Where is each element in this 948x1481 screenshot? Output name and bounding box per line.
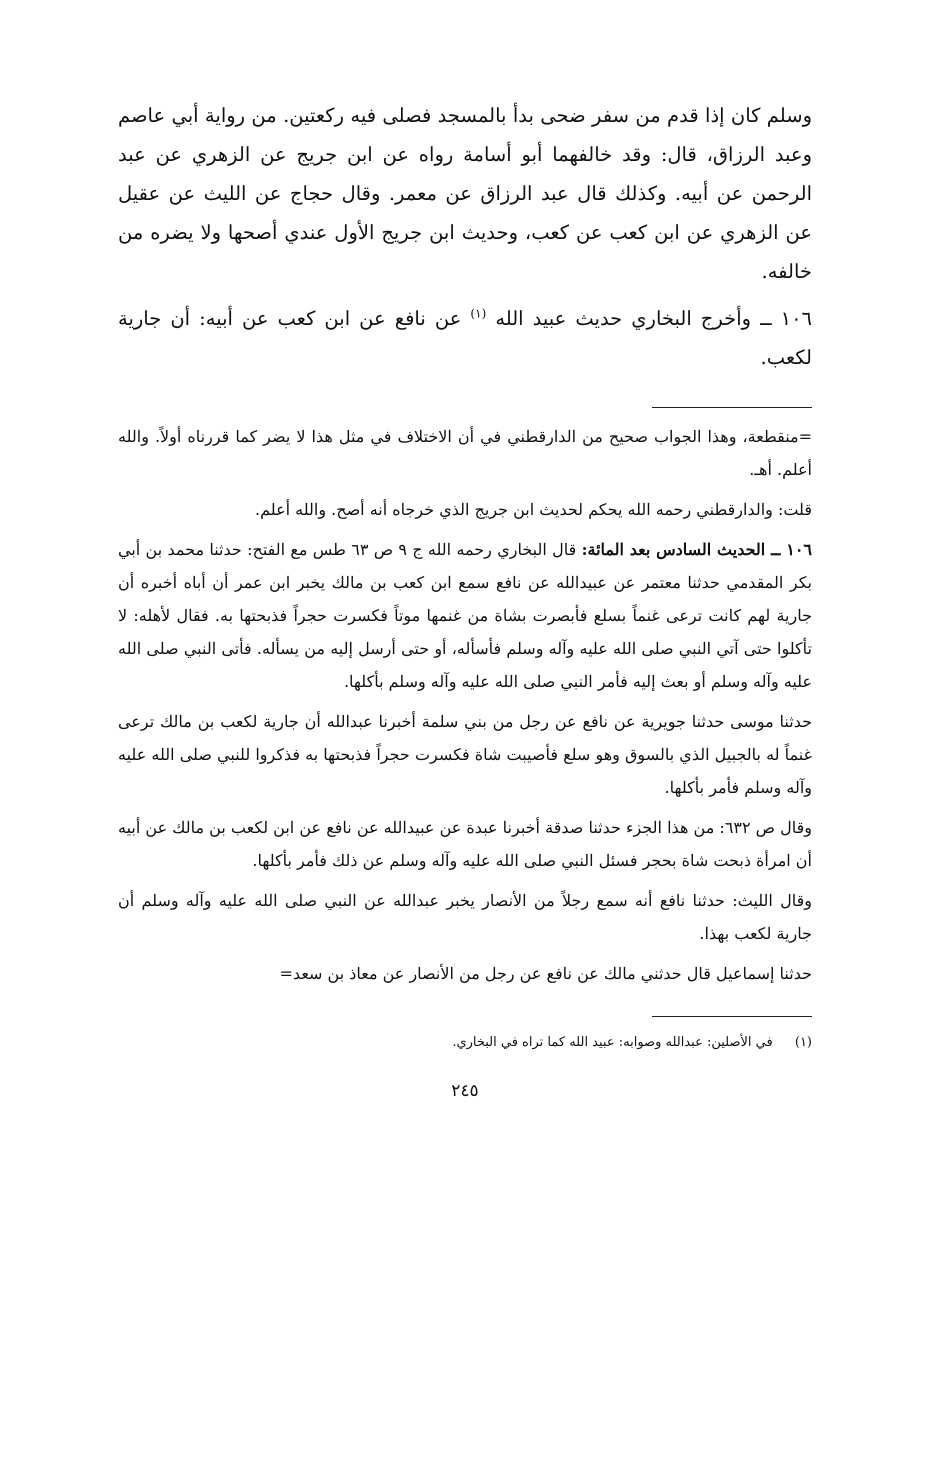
footnote — [118, 1031, 812, 1055]
page-number: ٢٤٥ — [451, 1081, 479, 1101]
commentary-section — [118, 420, 812, 990]
book-page — [118, 96, 812, 1101]
commentary-paragraph: حدثنا موسى حدثنا جويرية عن نافع عن رجل من بني سلمة أخبرنا عبدالله أن جارية لكعب بن مالك ترعى غنماً له بالجبيل الذي بالسوق وهو سلع فأصيبت شاة فكسرت حجراً فذبحتها به فذكروا للنبي صلى الله عليه وآله وسلم فأمر بأكلها. — [118, 712, 813, 797]
commentary-paragraph: وقال ص ٦٣٢: من هذا الجزء حدثنا صدقة أخبرنا عبدة عن عبيدالله عن نافع عن ابن لكعب بن مالك عن أبيه أن امرأة ذبحت شاة بحجر فسئل النبي صلى الله عليه وآله وسلم عن ذلك فأمر بأكلها. — [118, 818, 812, 870]
hadith-text-before-ref: ١٠٦ ــ وأخرج البخاري حديث عبيد الله — [495, 307, 813, 330]
commentary-paragraph: قلت: والدارقطني رحمه الله يحكم لحديث ابن جريج الذي خرجاه أنه أصح. والله أعلم. — [255, 500, 812, 519]
main-paragraph-hadith-106 — [118, 299, 812, 377]
footnote-number: (١) — [794, 1035, 812, 1050]
footnote-text: في الأصلين: عبدالله وصوابه: عبيد الله كما تراه في البخاري. — [452, 1035, 773, 1050]
footnote-divider — [652, 1016, 812, 1017]
main-paragraph: وسلم كان إذا قدم من سفر ضحى بدأ بالمسجد فصلى فيه ركعتين. من رواية أبي عاصم وعبد الرزاق، قال: وقد خالفهما أبو أسامة رواه عن ابن جريج عن الزهري عن عبد الرحمن عن أبيه. وكذلك قال عبد الرزاق عن معمر. وقال حجاج عن الليث عن عقيل عن الزهري عن ابن كعب عن كعب، وحديث ابن جريج الأول عندي أصحها ولا يضره من خالفه. — [118, 104, 812, 283]
hadith-text-after-ref: عن نافع عن ابن كعب عن أبيه: أن جارية لكعب. — [118, 307, 812, 369]
commentary-paragraph-hadith — [118, 533, 812, 698]
commentary-paragraph: وقال الليث: حدثنا نافع أنه سمع رجلاً من الأنصار يخبر عبدالله عن النبي صلى الله عليه وآله وسلم أن جارية لكعب بهذا. — [118, 891, 812, 943]
main-text — [118, 96, 812, 377]
hadith-body: قال البخاري رحمه الله ج ٩ ص ٦٣ طس مع الفتح: حدثنا محمد بن أبي بكر المقدمي حدثنا معتمر عن عبيدالله عن نافع سمع ابن كعب بن مالك يخبر ابن عمر أن أباه أخبره أن جارية لهم كانت ترعى غنماً بسلع فأبصرت بشاة من غنمها موتاً فكسرت حجراً فذبحتها به. فقال لأهله: لا تأكلوا حتى آتي النبي صلى الله عليه وآله وسلم فأسأله، أو حتى أرسل إليه من يسأله. فأتى النبي صلى الله عليه وآله وسلم أو بعث إليه فأمر النبي صلى الله عليه وآله وسلم بأكلها. — [118, 540, 812, 691]
hadith-heading: ١٠٦ ــ الحديث السادس بعد المائة: — [581, 540, 813, 559]
section-divider — [652, 407, 812, 408]
footnote-reference[interactable]: (١) — [470, 306, 487, 321]
commentary-paragraph: =منقطعة، وهذا الجواب صحيح من الدارقطني في أن الاختلاف في مثل هذا لا يضر كما قررناه أولاً. والله أعلم. أهـ. — [118, 427, 812, 479]
commentary-paragraph: حدثنا إسماعيل قال حدثني مالك عن نافع عن رجل من الأنصار عن معاذ بن سعد= — [279, 964, 812, 983]
